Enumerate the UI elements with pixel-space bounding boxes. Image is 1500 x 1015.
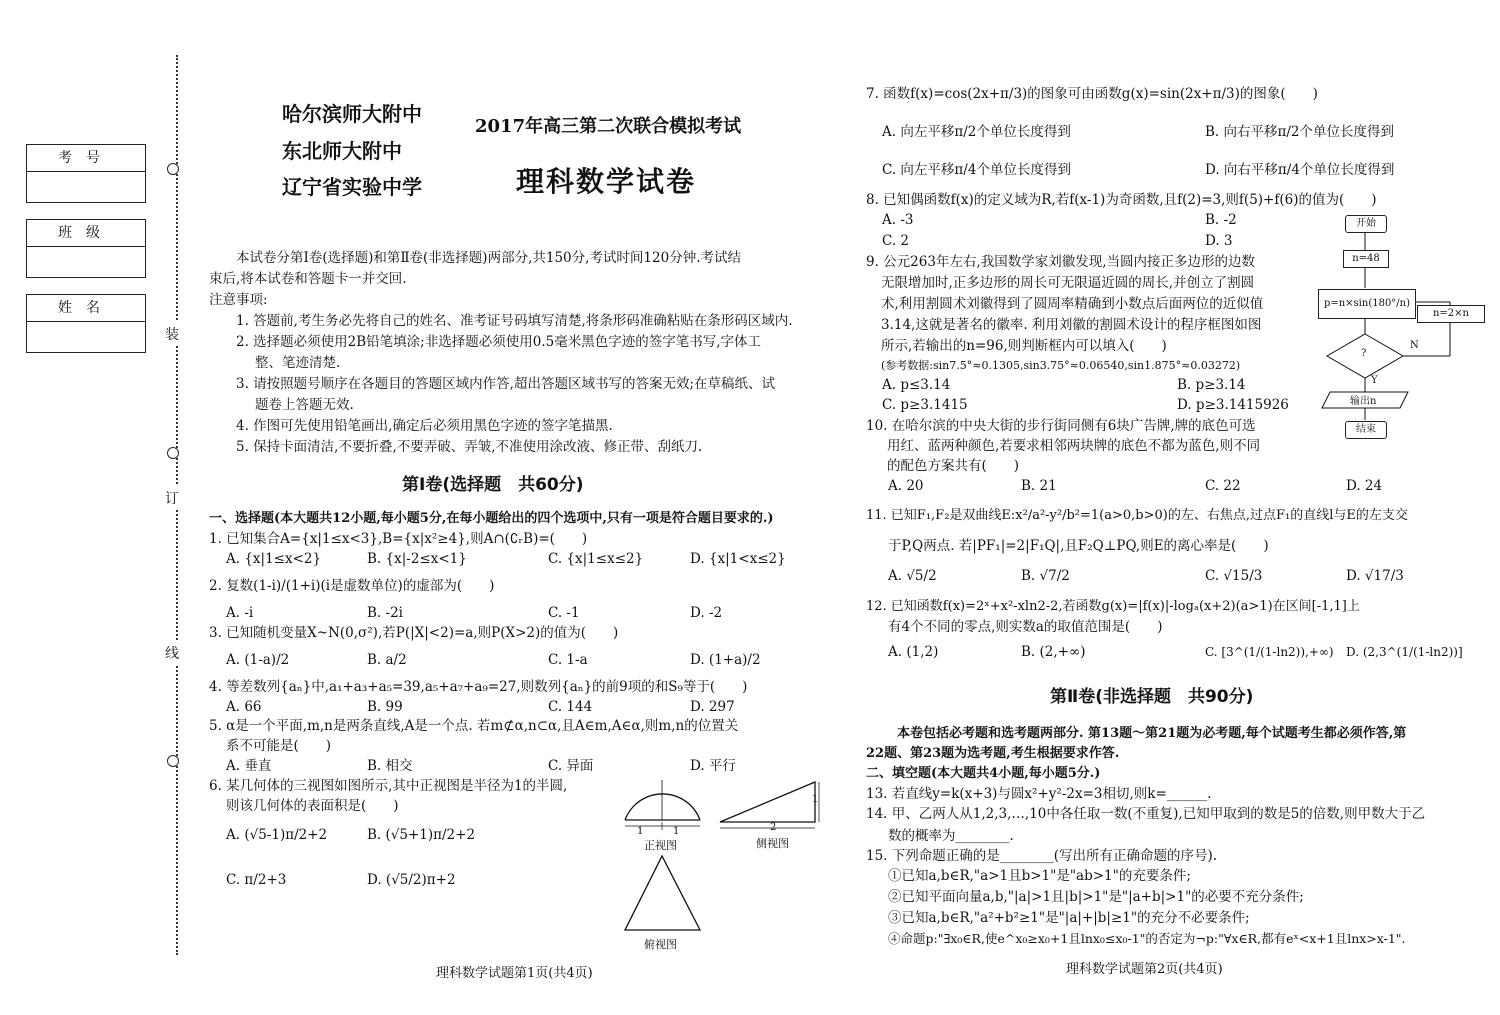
question-11-cont: 于P,Q两点. 若|PF₁|=2|F₁Q|,且F₂Q⊥PQ,则E的离心率是( ) (888, 538, 1269, 554)
question-9: 9. 公元263年左右,我国数学家刘徽发现,当圆内接正多边形的边数 (866, 254, 1256, 270)
question-12-cont: 有4个不同的零点,则实数a的取值范围是( ) (888, 619, 1163, 635)
q3-option-b[interactable]: B. a/2 (367, 652, 407, 668)
question-3: 3. 已知随机变量X~N(0,σ²),若P(|X|<2)=a,则P(X>2)的值为( ) (209, 625, 619, 641)
q8-option-b[interactable]: B. -2 (1205, 212, 1237, 228)
flow-calc: p=n×sin(180°/n) (1318, 289, 1416, 319)
q7-option-a[interactable]: A. 向左平移π/2个单位长度得到 (882, 124, 1071, 140)
question-10-cont: 的配色方案共有( ) (887, 458, 1020, 474)
question-13: 13. 若直线y=k(x+3)与圆x²+y²-2x=3相切,则k=______. (866, 786, 1212, 802)
q12-option-c[interactable]: C. [3^(1/(1-ln2)),+∞) (1205, 645, 1334, 659)
q12-option-a[interactable]: A. (1,2) (888, 644, 939, 660)
q1-option-b[interactable]: B. {x|-2≤x<1} (367, 551, 467, 567)
q6-option-d[interactable]: D. (√5/2)π+2 (367, 872, 456, 888)
note-item: 2. 选择题必须使用2B铅笔填涂;非选择题必须使用0.5毫米黑色字迹的签字笔书写,字体工 (236, 334, 761, 350)
binding-hole (167, 447, 179, 459)
name-field[interactable] (27, 322, 145, 352)
q4-option-a[interactable]: A. 66 (226, 699, 262, 715)
q4-option-b[interactable]: B. 99 (367, 699, 403, 715)
question-4: 4. 等差数列{aₙ}中,a₁+a₃+a₅=39,a₅+a₇+a₉=27,则数列{aₙ}的前9项的和S₉等于( ) (209, 679, 748, 695)
class-field[interactable] (27, 247, 145, 277)
q4-option-c[interactable]: C. 144 (548, 699, 593, 715)
flow-update: n=2×n (1417, 305, 1485, 323)
page-footer-right: 理科数学试题第2页(共4页) (1066, 962, 1223, 977)
q8-option-a[interactable]: A. -3 (882, 212, 914, 228)
question-5-cont: 系不可能是( ) (226, 738, 332, 754)
front-view-semicircle (625, 794, 700, 820)
question-7: 7. 函数f(x)=cos(2x+π/3)的图象可由函数g(x)=sin(2x+π/3)的图象( ) (866, 86, 1318, 102)
q2-option-c[interactable]: C. -1 (548, 605, 580, 621)
exam-name: 2017年高三第二次联合模拟考试 (475, 116, 742, 137)
question-15: 15. 下列命题正确的是________(写出所有正确命题的序号). (866, 848, 1218, 864)
name-box[interactable] (26, 294, 146, 353)
note-item: 1. 答题前,考生务必先将自己的姓名、准考证号码填写清楚,将条形码准确粘贴在条形码区域内. (236, 313, 793, 329)
note-item: 3. 请按照题号顺序在各题目的答题区域内作答,超出答题区域书写的答案无效;在草稿纸、试 (236, 376, 776, 392)
top-view-triangle (625, 856, 700, 930)
intro-line: 束后,将本试卷和答题卡一并交回. (209, 271, 407, 287)
flow-start: 开始 (1345, 215, 1387, 233)
q10-option-c[interactable]: C. 22 (1205, 478, 1241, 494)
question-2: 2. 复数(1-i)/(1+i)(i是虚数单位)的虚部为( ) (209, 578, 495, 594)
q3-option-c[interactable]: C. 1-a (548, 652, 588, 668)
q7-option-d[interactable]: D. 向右平移π/4个单位长度得到 (1205, 162, 1395, 178)
binding-hole (167, 163, 179, 175)
flow-no-label: N (1410, 340, 1419, 351)
q1-option-a[interactable]: A. {x|1≤x<2} (226, 551, 322, 567)
question-14: 14. 甲、乙两人从1,2,3,…,10中各任取一数(不重复),已知甲取到的数是5的倍数,则甲数大于乙 (866, 806, 1426, 822)
school-name: 辽宁省实验中学 (282, 175, 422, 199)
notes-title: 注意事项: (209, 292, 268, 308)
question-9-cont: 3.14,这就是著名的徽率. 利用刘徽的割圆术设计的程序框图如图 (881, 317, 1262, 333)
dim-label: 1 (812, 794, 819, 805)
q6-option-c[interactable]: C. π/2+3 (226, 872, 287, 888)
question-9-cont: 无限增加时,正多边形的周长可无限逼近圆的周长,并创立了割圆 (881, 275, 1255, 291)
q9-option-a[interactable]: A. p≤3.14 (882, 377, 951, 393)
exam-number-box[interactable] (26, 144, 146, 203)
binding-hole (167, 755, 179, 767)
q2-option-b[interactable]: B. -2i (367, 605, 403, 621)
q11-option-d[interactable]: D. √17/3 (1346, 568, 1404, 584)
q7-option-c[interactable]: C. 向左平移π/4个单位长度得到 (882, 162, 1071, 178)
class-label: 班级 (27, 220, 145, 247)
q11-option-c[interactable]: C. √15/3 (1205, 568, 1263, 584)
q15-statement-3: ③已知a,b∈R,"a²+b²≥1"是"|a|+|b|≥1"的充分不必要条件; (888, 910, 1250, 926)
front-view-label: 正视图 (644, 839, 677, 852)
flowchart-connectors (1300, 210, 1490, 450)
q9-option-b[interactable]: B. p≥3.14 (1177, 377, 1246, 393)
page-footer-left: 理科数学试题第1页(共4页) (436, 966, 593, 981)
q15-statement-4: ④命题p:"∃x₀∈R,使e^x₀≥x₀+1且lnx₀≤x₀-1"的否定为¬p:"∀x∈R,都有eˣ<x+1且lnx>x-1". (888, 931, 1406, 946)
q5-option-c[interactable]: C. 异面 (548, 758, 594, 774)
q3-option-a[interactable]: A. (1-a)/2 (226, 652, 290, 668)
note-item: 5. 保持卡面清洁,不要折叠,不要弄破、弄皱,不准使用涂改液、修正带、刮纸刀. (236, 439, 703, 455)
q11-option-a[interactable]: A. √5/2 (888, 568, 937, 584)
part2-instructions: 二、填空题(本大题共4小题,每小题5分.) (866, 766, 1101, 781)
class-box[interactable] (26, 219, 146, 278)
school-name: 东北师大附中 (282, 139, 402, 163)
q5-option-b[interactable]: B. 相交 (367, 758, 413, 774)
binding-char-zhuang: 装 (165, 322, 179, 346)
part2-intro: 本卷包括必考题和选考题两部分. 第13题～第21题为必考题,每个试题考生都必须作答,第 (897, 726, 1407, 741)
note-item: 整、笔迹清楚. (255, 355, 341, 371)
question-10-cont: 用红、蓝两种颜色,若要求相邻两块牌的底色不都为蓝色,则不同 (887, 438, 1261, 454)
flow-output: 输出n (1350, 396, 1377, 407)
question-1: 1. 已知集合A={x|1≤x<3},B={x|x²≥4},则A∩(∁ᵣB)=( ) (209, 531, 588, 547)
flow-end: 结束 (1345, 421, 1387, 439)
q7-option-b[interactable]: B. 向右平移π/2个单位长度得到 (1205, 124, 1395, 140)
dim-label: 1 (673, 826, 680, 837)
flow-init: n=48 (1343, 250, 1389, 268)
side-view-label: 侧视图 (756, 837, 789, 850)
q12-option-b[interactable]: B. (2,+∞) (1021, 644, 1086, 660)
binding-char-ding: 订 (165, 486, 179, 510)
question-9-cont: 术,利用割圆术刘徽得到了圆周率精确到小数点后面两位的近似值 (881, 296, 1264, 312)
binding-char-xian: 线 (165, 641, 179, 665)
question-12: 12. 已知函数f(x)=2ˣ+x²-xln2-2,若函数g(x)=|f(x)|-logₐ(x+2)(a>1)在区间[-1,1]上 (866, 599, 1360, 614)
question-6-cont: 则该几何体的表面积是( ) (226, 798, 399, 814)
exam-number-field[interactable] (27, 172, 145, 202)
school-name: 哈尔滨师大附中 (282, 102, 422, 126)
q15-statement-2: ②已知平面向量a,b,"|a|>1且|b|>1"是"|a+b|>1"的必要不充分条件; (888, 889, 1304, 905)
part2-intro-cont: 22题、第23题为选考题,考生根据要求作答. (866, 746, 1120, 761)
question-9-cont: 所示,若输出的n=96,则判断框内可以填入( ) (881, 338, 1167, 354)
question-6: 6. 某几何体的三视图如图所示,其中正视图是半径为1的半圆, (209, 778, 568, 794)
q5-option-a[interactable]: A. 垂直 (226, 758, 272, 774)
q12-option-d[interactable]: D. (2,3^(1/(1-ln2))] (1346, 645, 1463, 659)
q15-statement-1: ①已知a,b∈R,"a>1且b>1"是"ab>1"的充要条件; (888, 868, 1191, 884)
dim-label: 1 (637, 826, 644, 837)
q6-option-a[interactable]: A. (√5-1)π/2+2 (226, 827, 328, 843)
q5-option-d[interactable]: D. 平行 (690, 758, 736, 774)
q9-option-c[interactable]: C. p≥3.1415 (882, 397, 968, 413)
q1-option-d[interactable]: D. {x|1<x≤2} (690, 551, 786, 567)
intro-line: 本试卷分第Ⅰ卷(选择题)和第Ⅱ卷(非选择题)两部分,共150分,考试时间120分钟.考试结 (236, 250, 741, 266)
section1-title: 第Ⅰ卷(选择题 共60分) (402, 475, 584, 495)
q11-option-b[interactable]: B. √7/2 (1021, 568, 1070, 584)
q10-option-d[interactable]: D. 24 (1346, 478, 1383, 494)
top-view-label: 俯视图 (644, 938, 677, 951)
name-label: 姓名 (27, 295, 145, 322)
part1-instructions: 一、选择题(本大题共12小题,每小题5分,在每小题给出的四个选项中,只有一项是符合题目要求的.) (209, 511, 774, 526)
question-14-cont: 数的概率为________. (888, 828, 1014, 844)
q8-option-d[interactable]: D. 3 (1205, 233, 1233, 249)
q2-option-d[interactable]: D. -2 (690, 605, 723, 621)
q10-option-a[interactable]: A. 20 (888, 478, 924, 494)
three-views-figure (615, 770, 825, 960)
flow-yes-label: Y (1371, 375, 1378, 386)
question-9-reference: (参考数据:sin7.5°≈0.1305,sin3.75°≈0.06540,sin1.875°≈0.03272) (881, 359, 1241, 372)
q8-option-c[interactable]: C. 2 (882, 233, 910, 249)
dim-label: 2 (770, 822, 777, 833)
section2-title: 第Ⅱ卷(非选择题 共90分) (1050, 687, 1254, 707)
q2-option-a[interactable]: A. -i (226, 605, 254, 621)
question-8: 8. 已知偶函数f(x)的定义域为R,若f(x-1)为奇函数,且f(2)=3,则f(5)+f(6)的值为( ) (866, 192, 1377, 208)
question-11: 11. 已知F₁,F₂是双曲线E:x²/a²-y²/b²=1(a>0,b>0)的左、右焦点,过点F₁的直线l与E的左支交 (866, 508, 1408, 523)
note-item: 题卷上答题无效. (255, 397, 354, 413)
q9-option-d[interactable]: D. p≥3.1415926 (1177, 397, 1289, 413)
q4-option-d[interactable]: D. 297 (690, 699, 735, 715)
exam-number-label: 考号 (27, 145, 145, 172)
question-5: 5. α是一个平面,m,n是两条直线,A是一个点. 若m⊄α,n⊂α,且A∈m,A∈α,则m,n的位置关 (209, 718, 739, 734)
q3-option-d[interactable]: D. (1+a)/2 (690, 652, 761, 668)
question-10: 10. 在哈尔滨的中央大街的步行街同侧有6块广告牌,牌的底色可选 (866, 418, 1256, 434)
note-item: 4. 作图可先使用铅笔画出,确定后必须用黑色字迹的签字笔描黑. (236, 418, 613, 434)
flow-condition: ? (1361, 348, 1367, 359)
q6-option-b[interactable]: B. (√5+1)π/2+2 (367, 827, 476, 843)
subject-title: 理科数学试卷 (516, 165, 697, 198)
side-view-triangle (720, 782, 815, 822)
q10-option-b[interactable]: B. 21 (1021, 478, 1057, 494)
q1-option-c[interactable]: C. {x|1≤x≤2} (548, 551, 644, 567)
